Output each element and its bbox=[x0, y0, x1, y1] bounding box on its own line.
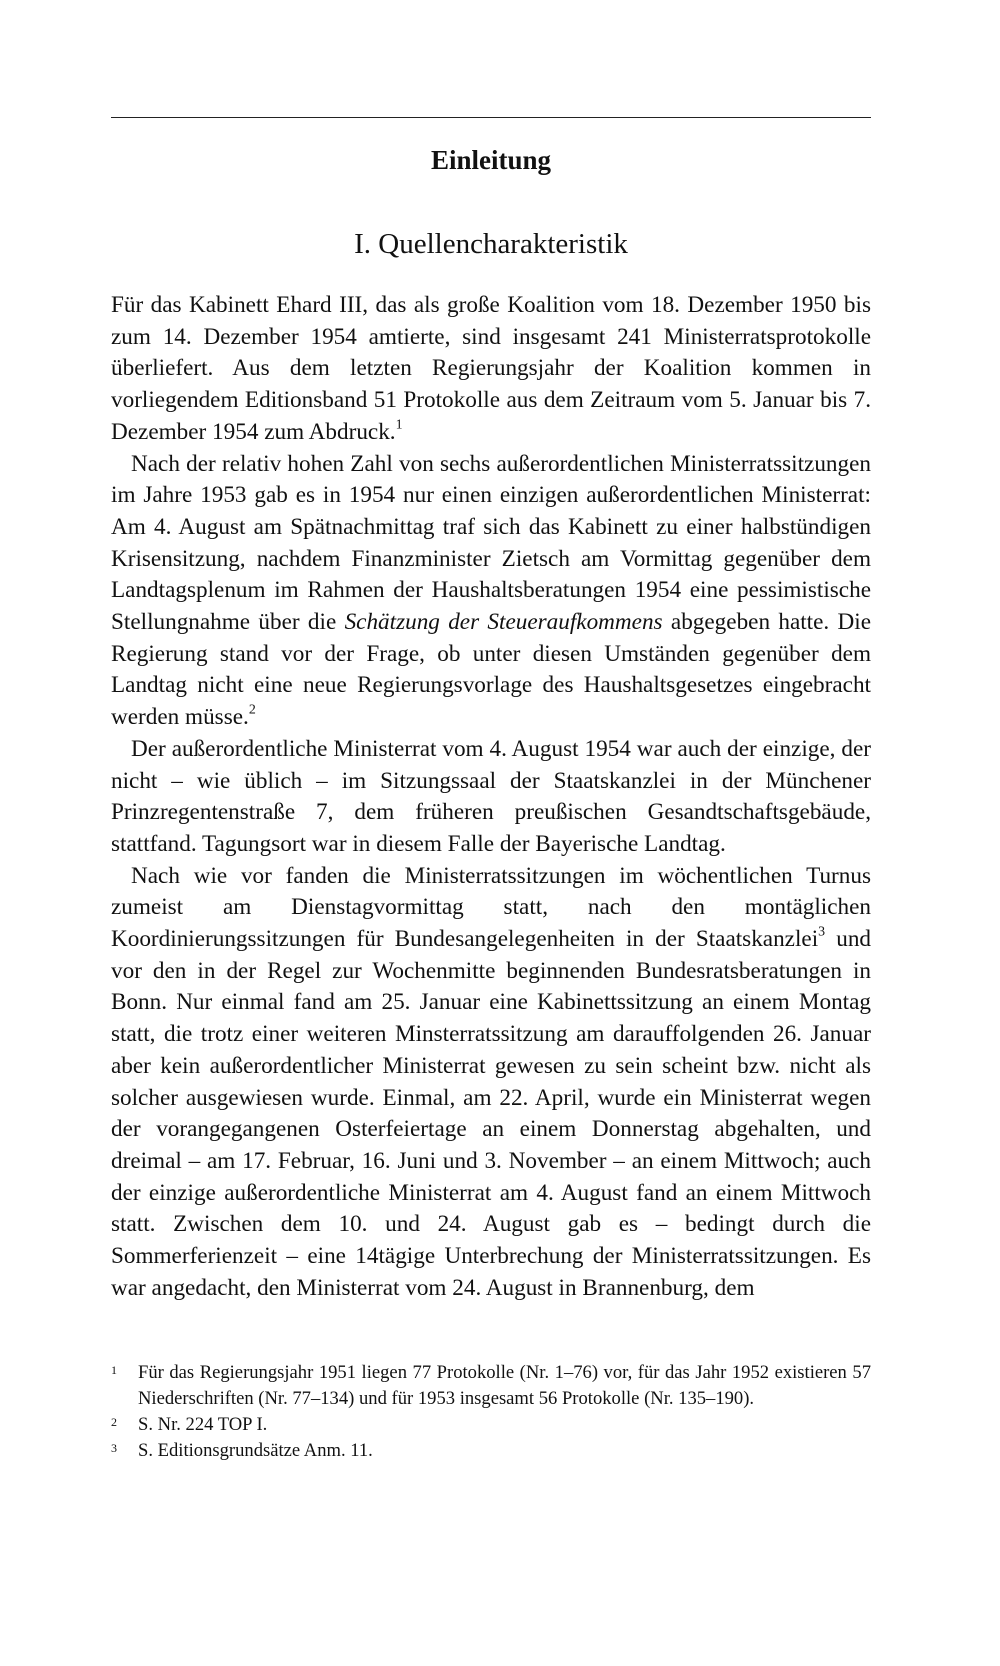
paragraph-2 bbox=[111, 449, 871, 734]
footnote-2-text: S. Nr. 224 TOP I. bbox=[138, 1414, 268, 1435]
footnote-ref-1: 1 bbox=[395, 417, 403, 433]
paragraph-2-text-b: abgegeben hatte. Die Regierung stand vor der Frage, ob unter diesen Umständen gegenüber dem Landtag nicht eine neue Regierungsvorlage des Haushaltsgesetzes eingebracht werden müsse. bbox=[111, 609, 872, 731]
footnote-1 bbox=[111, 1360, 871, 1412]
footnote-3-mark: 3 bbox=[111, 1441, 117, 1455]
paragraph-4-text-a: Nach wie vor fanden die Ministerratssitzungen im wöchentlichen Turnus zumeist am Dienstagvormittag statt, nach den montäglichen Koordinierungssitzungen für Bundesangelegenheiten in der Staatskanzlei bbox=[111, 862, 871, 953]
paragraph-4 bbox=[111, 861, 871, 1305]
footnote-1-mark: 1 bbox=[111, 1363, 117, 1377]
chapter-title: Einleitung bbox=[430, 145, 552, 175]
header-rule bbox=[111, 117, 871, 118]
footnote-ref-3: 3 bbox=[818, 924, 826, 940]
paragraph-1-text: Für das Kabinett Ehard III, das als große Koalition vom 18. Dezember 1950 bis zum 14. Dezember 1954 amtierte, sind insgesamt 241 Ministerratsprotokolle überliefert. Aus dem letzten Regierungsjahr der Koalition kommen in vorliegendem Editionsband 51 Protokolle aus dem Zeitraum vom 5. Januar bis 7. Dezember 1954 zum Abdruck. bbox=[111, 292, 871, 445]
footnotes bbox=[111, 1360, 871, 1464]
paragraph-2-italic: Schätzung der Steueraufkommens bbox=[344, 609, 663, 636]
paragraph-2-text-a: Nach der relativ hohen Zahl von sechs außerordentlichen Ministerratssitzungen im Jahre 1953 gab es in 1954 nur einen einzigen außerordentlichen Ministerrat: Am 4. August am Spätnachmittag traf sich das Kabinett zu einer halbstündigen Krisensitzung, nachdem Finanzminister Zietsch am Vormittag gegenüber dem Landtagsplenum im Rahmen der Haushaltsberatungen 1954 eine pessimistische Stellungnahme über die bbox=[111, 450, 871, 636]
footnote-ref-2: 2 bbox=[248, 702, 256, 718]
footnote-2-mark: 2 bbox=[111, 1415, 117, 1429]
paragraph-1 bbox=[111, 290, 871, 449]
paragraph-3 bbox=[111, 734, 871, 861]
body-text bbox=[111, 290, 871, 1305]
footnote-1-text: Für das Regierungsjahr 1951 liegen 77 Protokolle (Nr. 1–76) vor, für das Jahr 1952 existieren 57 Niederschriften (Nr. 77–134) und für 1953 insgesamt 56 Protokolle (Nr. 135–190). bbox=[138, 1362, 871, 1409]
footnote-3-text: S. Editionsgrundsätze Anm. 11. bbox=[138, 1440, 373, 1461]
section-title: I. Quellencharakteristik bbox=[354, 228, 628, 260]
footnote-3 bbox=[111, 1438, 871, 1464]
paragraph-4-text-b: und vor den in der Regel zur Wochenmitte beginnenden Bundesratsberatungen in Bonn. Nur einmal fand am 25. Januar eine Kabinettssitzung an einem Montag statt, die trotz einer weiteren Minsterratssitzung am darauffolgenden 26. Januar aber kein außerordentlicher Ministerrat gewesen zu sein scheint bzw. nicht als solcher ausgewiesen wurde. Einmal, am 22. April, wurde ein Ministerrat wegen der vorangegangenen Osterfeiertage an einem Donnerstag abgehalten, und dreimal – am 17. Februar, 16. Juni und 3. November – an einem Mittwoch; auch der einzige außerordentliche Ministerrat am 4. August fand an einem Mittwoch statt. Zwischen dem 10. und 24. August gab es – bedingt durch die Sommerferienzeit – eine 14tägige Unterbrechung der Ministerratssitzungen. Es war angedacht, den Ministerrat vom 24. August in Brannenburg, dem bbox=[111, 926, 871, 1301]
paragraph-3-text: Der außerordentliche Ministerrat vom 4. August 1954 war auch der einzige, der nicht – wie üblich – im Sitzungssaal der Staatskanzlei in der Münchener Prinzregentenstraße 7, dem früheren preußischen Gesandtschaftsgebäude, stattfand. Tagungsort war in diesem Falle der Bayerische Landtag. bbox=[111, 735, 871, 857]
footnote-2 bbox=[111, 1412, 871, 1438]
